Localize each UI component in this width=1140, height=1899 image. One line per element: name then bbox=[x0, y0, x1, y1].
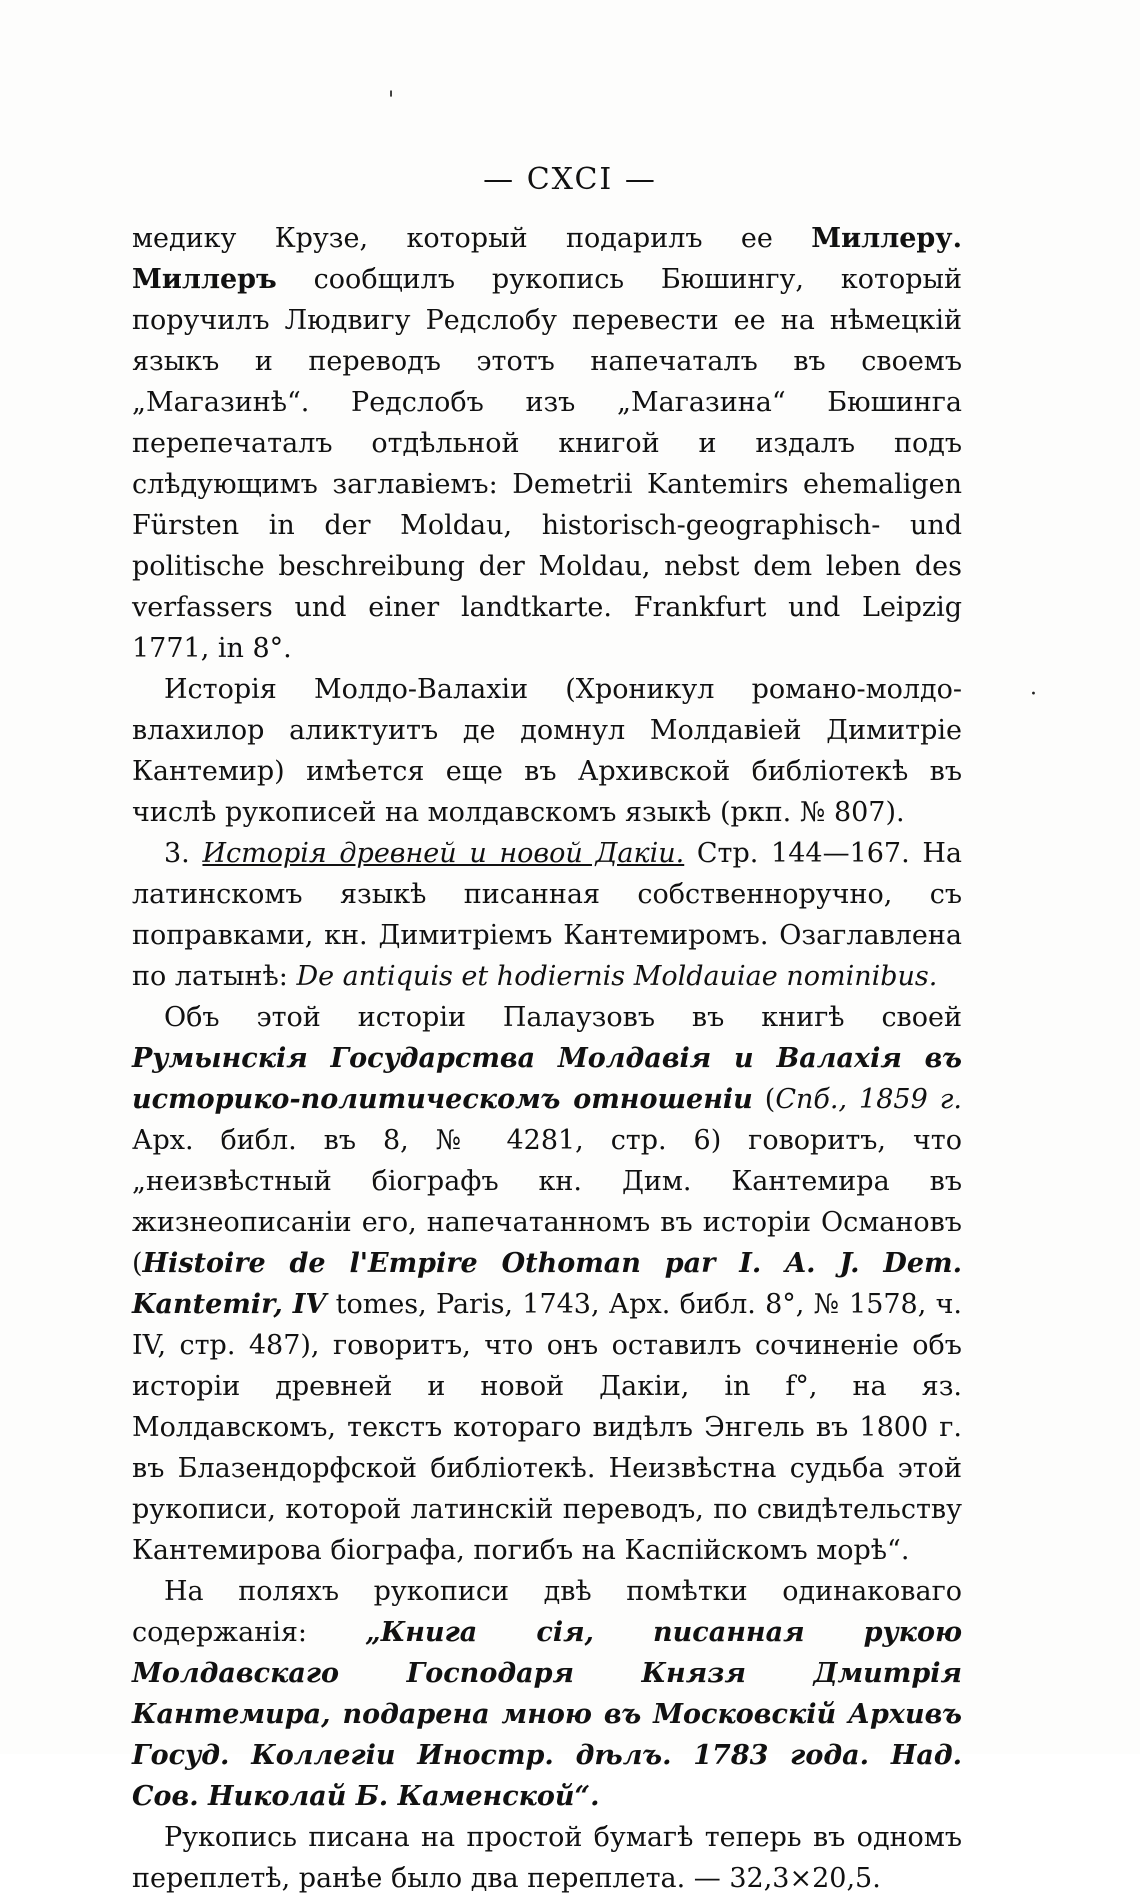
paragraph-4-text-c: Арх. библ. въ 8, № 4281, стр. 6) говоритъ, что „неизвѣстный біографъ кн. Дим. Кантемира въ жизнеописаніи его, напечатанномъ въ исторіи Османовъ ( bbox=[132, 1125, 962, 1279]
stray-ink-mark: · bbox=[1030, 682, 1037, 707]
paragraph-4-text-d: tomes, Paris, 1743, Арх. библ. 8°, № 1578, ч. IV, стр. 487), говоритъ, что онъ оставилъ сочиненіе объ исторіи древней и новой Дакіи, in f°, на яз. Молдавскомъ, текстъ котораго видѣлъ Энгель въ 1800 г. въ Блазендорфской библіотекѣ. Неизвѣстна судьба этой рукописи, которой латинскій переводъ, по свидѣтельству Кантемирова біографа, погибъ на Каспійскомъ морѣ“. bbox=[132, 1289, 962, 1566]
page-number-header: — CXCI — bbox=[483, 162, 657, 197]
paragraph-3-number: 3. bbox=[164, 838, 203, 869]
paragraph-3-latin-title: De antiquis et hodiernis Moldauiae nominibus. bbox=[296, 961, 938, 992]
paragraph-5-quote: „Книга сія, писанная рукою Молдавскаго Господаря Князя Дмитрія Кантемира, подарена мною въ Московскій Архивъ Госуд. Коллегіи Иностр. дѣлъ. 1783 года. Над. Сов. Николай Б. Каменской“. bbox=[132, 1617, 962, 1812]
paragraph-1 bbox=[132, 218, 962, 669]
paragraph-3 bbox=[132, 833, 962, 997]
paragraph-4-text-a: Объ этой исторіи Палаузовъ въ книгѣ своей bbox=[164, 1002, 962, 1033]
paragraph-5 bbox=[132, 1571, 962, 1817]
paragraph-4 bbox=[132, 997, 962, 1571]
paragraph-4-book-title: Румынскія Государства Молдавія и Валахія въ историко-политическомъ отношеніи bbox=[132, 1043, 962, 1115]
paragraph-3-text-a: Стр. 144—167. На латинскомъ языкѣ писанная собственноручно, съ поправками, кн. Димитріемъ Кантемиромъ. Озаглавлена по латынѣ: bbox=[132, 838, 962, 992]
paragraph-5-text-a: На поляхъ рукописи двѣ помѣтки одинаковаго содержанія: bbox=[132, 1576, 962, 1648]
body-text bbox=[132, 218, 962, 1899]
paragraph-2 bbox=[132, 669, 962, 833]
paragraph-6 bbox=[132, 1817, 962, 1899]
paragraph-4-histoire-title: Histoire de l'Empire Othoman par I. A. J. Dem. Kantemir, IV bbox=[132, 1248, 962, 1320]
paragraph-1-text-a: медику Крузе, который подарилъ ее bbox=[132, 223, 812, 254]
paragraph-1-text-c: сообщилъ рукопись Бюшингу, который поручилъ Людвигу Редслобу перевести ее на нѣмецкій языкъ и переводъ этотъ напечаталъ въ своемъ „Магазинѣ“. Редслобъ изъ „Магазина“ Бюшинга перепечаталъ отдѣльной книгой и издалъ подъ слѣдующимъ заглавіемъ: Demetrii Kantemirs ehemaligen Fürsten in der Moldau, historisch-geographisch- und politische beschreibung der Moldau, nebst dem leben des verfassers und einer landtkarte. Frankfurt und Leipzig 1771, in 8°. bbox=[132, 264, 962, 664]
paragraph-4-text-b: ( bbox=[752, 1084, 776, 1115]
paragraph-1-bold-miller: Миллеру. Миллеръ bbox=[132, 223, 962, 295]
paragraph-3-title: Исторія древней и новой Дакіи. bbox=[202, 838, 685, 869]
paragraph-6-text: Рукопись писана на простой бумагѣ теперь въ одномъ переплетѣ, ранѣе было два переплета. — 32,3×20,5. bbox=[132, 1822, 962, 1894]
paragraph-4-spb: Спб., 1859 г. bbox=[775, 1084, 962, 1115]
stray-ink-mark: ' bbox=[388, 88, 395, 113]
paragraph-2-text: Исторія Молдо-Валахіи (Хроникул романо-молдо-влахилор аликтуитъ де домнул Молдавіей Димитріе Кантемир) имѣется еще въ Архивской библіотекѣ въ числѣ рукописей на молдавскомъ языкѣ (ркп. № 807). bbox=[132, 674, 962, 828]
